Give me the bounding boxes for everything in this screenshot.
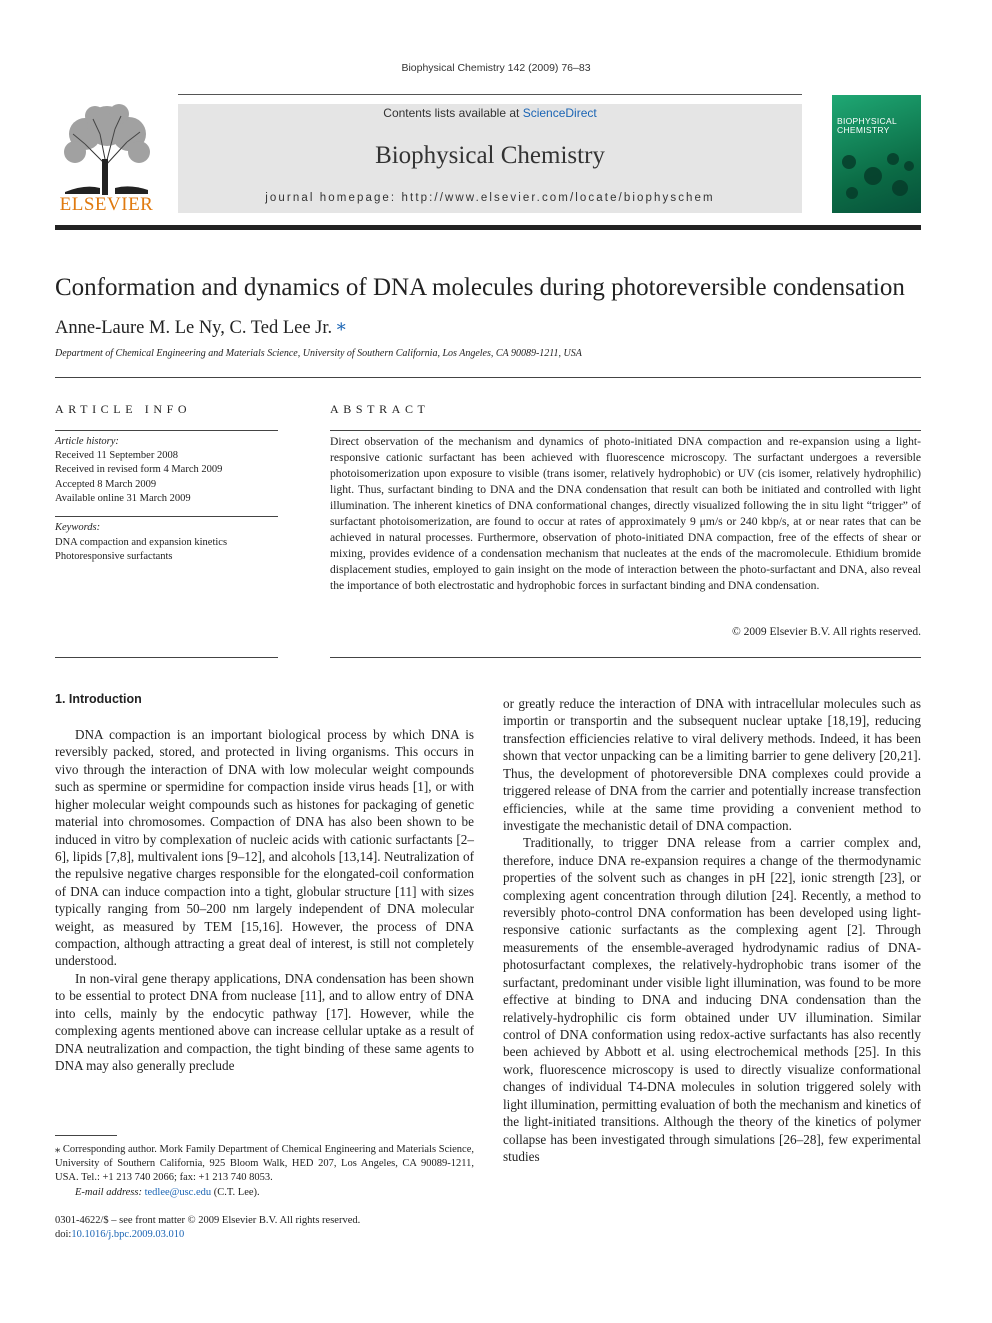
history-online: Available online 31 March 2009 — [55, 492, 191, 504]
elsevier-logo[interactable] — [55, 104, 158, 216]
corresponding-footnote — [55, 1143, 474, 1200]
body-column-left — [55, 726, 474, 1074]
masthead-rule — [55, 225, 921, 230]
header-rule — [178, 94, 802, 95]
article-info-bottom-rule — [55, 657, 278, 658]
cover-dot — [864, 167, 882, 185]
cover-dot — [892, 180, 908, 196]
issn-line: 0301-4622/$ – see front matter © 2009 Elsevier B.V. All rights reserved. — [55, 1215, 361, 1226]
cover-dot — [842, 155, 856, 169]
contents-prefix: Contents lists available at — [383, 106, 523, 120]
journal-masthead — [178, 104, 802, 213]
abstract-heading: ABSTRACT — [330, 402, 430, 416]
history-label: Article history: — [55, 436, 119, 447]
keywords-rule — [55, 516, 278, 517]
keyword-item: DNA compaction and expansion kinetics — [55, 536, 228, 548]
keyword-item: Photoresponsive surfactants — [55, 551, 173, 562]
history-revised: Received in revised form 4 March 2009 — [55, 464, 223, 476]
corresponding-author-note: ⁎ Corresponding author. Mork Family Department of Chemical Engineering and Materials Science, University of Southern California, 925 Bloom Walk, HED 207, Los Angeles, CA 90089-1211, USA. Tel.: +1 213 740 2066; fax: +1 213 740 8053. — [55, 1144, 474, 1184]
contents-line — [178, 106, 802, 120]
elsevier-tree-icon — [55, 104, 158, 196]
doi-prefix: doi: — [55, 1229, 72, 1240]
journal-homepage[interactable]: journal homepage: http://www.elsevier.com/locate/biophyschem — [265, 192, 715, 204]
publication-info — [55, 1214, 474, 1242]
abstract-rule — [330, 430, 921, 431]
keywords-label: Keywords: — [55, 522, 101, 533]
paragraph: Traditionally, to trigger DNA release from a carrier complex and, therefore, induce DNA re-expansion requires a change of the thermodynamic properties of the solvent such as changes in pH [22], ionic strength [23], or complexing agent concentration through dilution [24]. Recently, a method to reversibly photo-control DNA conformation has been developed using light-responsive cationic surfactants as the complexing agent [2]. Through measurements of the ensemble-averaged hydrodynamic radius of DNA-photosurfactant complexes, the relatively-hydrophobic trans isomer of the surfactant, predominant under visible light illumination, was found to be more effective at binding to DNA and inducing DNA condensation than the relatively-hydrophilic cis form obtained under UV illumination. Similar control of DNA conformation using redox-active surfactants has also recently been achieved by Abbott et al. using electrochemical methods [25]. In this work, fluorescence microscopy is used to directly visualize conformational changes of individual T4-DNA molecules in solution triggered solely with light illumination, permitting evaluation of both the mechanism and kinetics of the light-initiated transitions. Although the theory of the kinetics of polymer collapse has been investigated through simulations [26–28], few experimental studies — [503, 835, 921, 1164]
cover-title — [837, 117, 897, 135]
keywords — [55, 521, 278, 565]
cover-dot — [846, 187, 858, 199]
author-affiliation: Department of Chemical Engineering and Materials Science, University of Southern California, Los Angeles, CA 90089-1211, USA — [55, 348, 582, 359]
cover-title-line2: CHEMISTRY — [837, 125, 890, 135]
email-suffix: (C.T. Lee). — [211, 1186, 260, 1198]
article-info-heading: ARTICLE INFO — [55, 402, 192, 416]
journal-cover-thumbnail[interactable] — [832, 95, 921, 213]
article-history — [55, 435, 278, 506]
title-rule — [55, 377, 921, 378]
article-title: Conformation and dynamics of DNA molecules during photoreversible condensation — [55, 274, 905, 301]
cover-dot — [887, 153, 899, 165]
doi-link[interactable]: 10.1016/j.bpc.2009.03.010 — [71, 1229, 185, 1240]
elsevier-wordmark: ELSEVIER — [59, 194, 154, 215]
email-label: E-mail address: — [75, 1186, 145, 1198]
sciencedirect-link[interactable]: ScienceDirect — [522, 106, 597, 120]
paragraph: DNA compaction is an important biological process by which DNA is reversibly packed, stored, and protected in living organisms. This occurs in vivo through the interaction of DNA with low molecular weight compounds such as spermine or spermidine for compaction inside virus heads [1], or with higher molecular weight compounds such as histones for packaging of genetic material into chromosomes. Compaction of DNA has also been shown to be induced in vitro by complexation of nucleic acids with cationic surfactants [2–6], lipids [7,8], multivalent ions [9–12], and alcohols [13,14]. Neutralization of the repulsive negative charges responsible for the elongated-coil conformation of DNA can induce compaction into a tight, globular structure [11] with sizes typically ranging from 50–200 nm largely independent of DNA molecular weight, as measured by TEM [15,16]. However, the process of DNA compaction, although attracting a great deal of interest, is still not completely understood. — [55, 727, 474, 969]
abstract-text: Direct observation of the mechanism and dynamics of photo-initiated DNA compaction and re-expansion using a light-responsive cationic surfactant has been achieved with fluorescence microscopy. The surfactant undergoes a reversible photoisomerization upon exposure to visible (trans isomer, relatively hydrophobic) or UV (cis isomer, relatively hydrophilic) light. Thus, surfactant binding to DNA and the DNA condensation that result can both be initiated and controlled with light illumination. The inherent kinetics of DNA conformational changes, directly visualized following the in situ light “trigger” of surfactant photoisomerization, are found to occur at rates of approximately 9 μm/s or 240 kbp/s, at or near rates that can be achieved in natural processes. Furthermore, observation of photo-initiated DNA compaction, free of the effects of shear or mixing, provides evidence of a condensation mechanism that nucleates at the ends of the macromolecule. Ethidium bromide displacement studies, employed to gain insight on the mode of interaction between the photo-surfactant and DNA, also reveal the importance of both electrostatic and hydrophobic forces in surfactant binding and DNA condensation. — [330, 435, 921, 592]
email-line — [55, 1186, 474, 1200]
paragraph: or greatly reduce the interaction of DNA with intracellular molecules such as importin or transportin and the subsequent nuclear uptake [18,19], reducing transfection efficiencies relative to viral delivery methods. Indeed, it has been shown that vector unpacking can be a limiting barrier to gene delivery [20,21]. Thus, the development of photoreversible DNA complexes could provide a triggered release of DNA from the carrier and potentially increase transfection efficiencies, while at the same time providing a convenient method to investigate the mechanistic detail of DNA compaction. — [503, 696, 921, 833]
journal-title: Biophysical Chemistry — [375, 142, 605, 169]
history-received: Received 11 September 2008 — [55, 450, 178, 462]
body-column-right — [503, 695, 921, 1165]
history-accepted: Accepted 8 March 2009 — [55, 478, 157, 490]
paragraph: In non-viral gene therapy applications, DNA condensation has been shown to be essential to protect DNA from nuclease [11], and to allow entry of DNA into cells, mainly by the endocytic pathway [17]. However, while the complexing agents mentioned above can increase cellular uptake as a result of DNA neutralization and compaction, the tight binding of these same agents to DNA may also generally preclude — [55, 970, 474, 1074]
footnote-rule — [55, 1135, 117, 1136]
email-link[interactable]: tedlee@usc.edu — [144, 1186, 212, 1198]
article-authors — [55, 314, 346, 339]
author-names: Anne-Laure M. Le Ny, C. Ted Lee Jr. — [55, 318, 333, 338]
article-info-rule — [55, 430, 278, 431]
cover-dot — [904, 161, 914, 171]
corresponding-author-mark[interactable]: ⁎ — [336, 314, 346, 334]
cover-title-line1: BIOPHYSICAL — [837, 116, 897, 126]
abstract-bottom-rule — [330, 657, 921, 658]
abstract-copyright: © 2009 Elsevier B.V. All rights reserved. — [732, 626, 921, 638]
doi-line — [55, 1228, 474, 1242]
journal-reference: Biophysical Chemistry 142 (2009) 76–83 — [401, 62, 591, 74]
section-title-introduction: 1. Introduction — [55, 692, 142, 706]
